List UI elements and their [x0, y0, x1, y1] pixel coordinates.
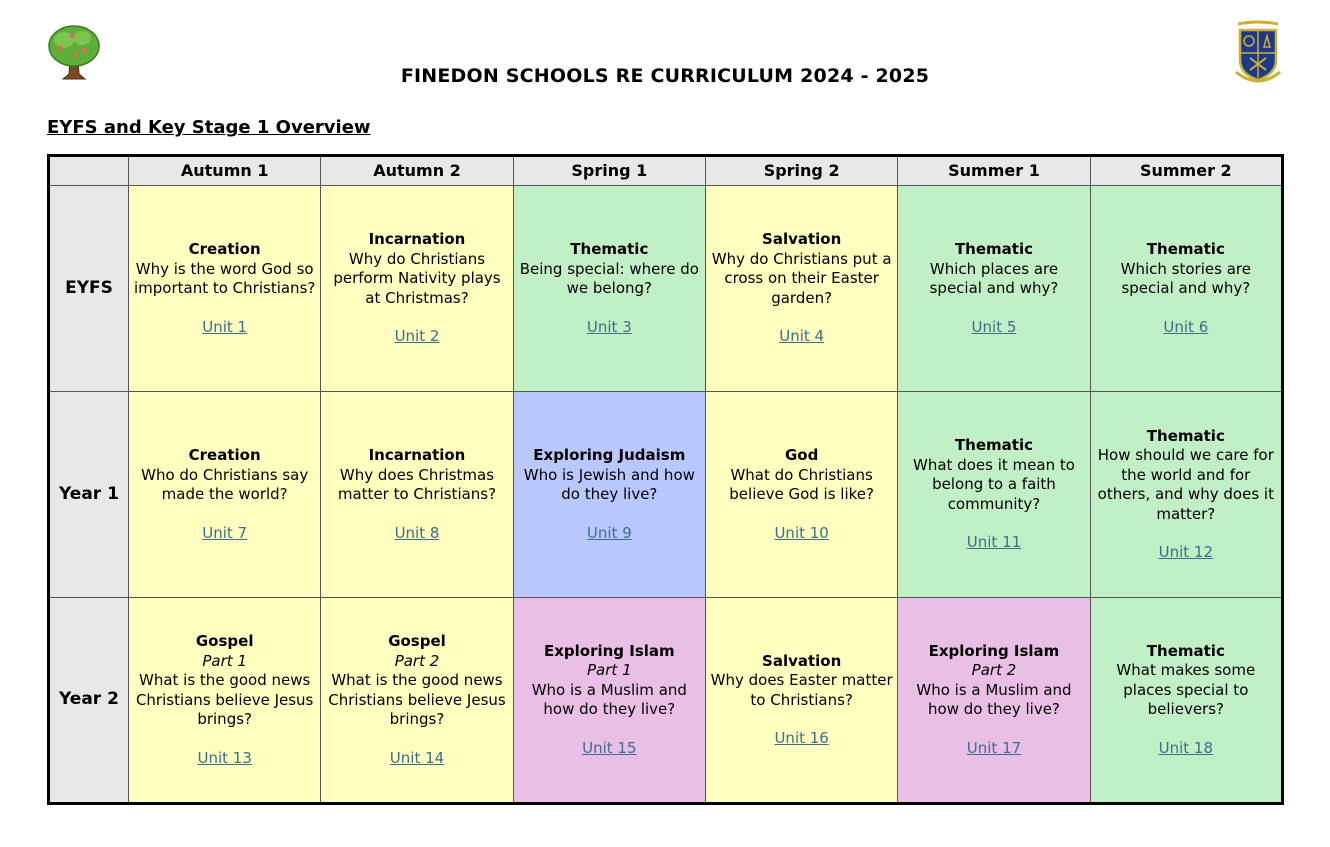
unit-theme-title: Creation: [188, 446, 261, 464]
row-header: EYFS: [49, 186, 129, 392]
unit-cell: [898, 392, 1090, 598]
unit-theme-title: Thematic: [1146, 641, 1225, 660]
unit-key-question: How should we care for the world and for others, and why does it matter?: [1097, 446, 1274, 523]
unit-theme-title: Exploring Islam: [543, 641, 675, 660]
unit-link[interactable]: Unit 12: [1158, 543, 1214, 561]
unit-cell: [321, 186, 513, 392]
unit-theme-title: Salvation: [762, 651, 842, 670]
unit-link[interactable]: Unit 9: [586, 523, 632, 542]
unit-key-question: Who do Christians say made the world?: [141, 465, 309, 503]
unit-link[interactable]: Unit 13: [197, 748, 252, 767]
unit-link[interactable]: Unit 7: [202, 523, 248, 542]
unit-theme-title: Thematic: [1146, 240, 1225, 258]
section-heading: EYFS and Key Stage 1 Overview: [47, 117, 371, 138]
unit-theme-title: Exploring Islam: [928, 641, 1060, 660]
column-header-autumn-1: Autumn 1: [129, 156, 321, 186]
unit-cell: [321, 598, 513, 804]
unit-theme-title: Gospel: [388, 632, 446, 650]
unit-key-question: Why do Christians put a cross on their Easter garden?: [711, 249, 892, 307]
unit-link[interactable]: Unit 2: [394, 327, 440, 346]
unit-cell: [705, 598, 897, 804]
table-row: [49, 598, 1283, 804]
unit-cell: [513, 186, 705, 392]
unit-part-label: Part 1: [202, 651, 247, 670]
unit-link[interactable]: Unit 3: [586, 317, 632, 336]
unit-link[interactable]: Unit 18: [1158, 738, 1214, 757]
column-header-summer-1: Summer 1: [898, 156, 1090, 186]
unit-link[interactable]: Unit 8: [394, 523, 440, 542]
unit-link[interactable]: Unit 6: [1163, 317, 1209, 336]
unit-link[interactable]: Unit 1: [202, 317, 248, 336]
unit-part-label: Part 2: [971, 661, 1017, 680]
unit-key-question: Why does Christmas matter to Christians?: [337, 465, 497, 503]
unit-key-question: Why do Christians perform Nativity plays at Christmas?: [333, 249, 501, 307]
unit-key-question: Who is a Muslim and how do they live?: [531, 680, 687, 719]
unit-cell: [1090, 392, 1282, 598]
unit-cell: [1090, 186, 1282, 392]
row-header: Year 2: [49, 598, 129, 804]
unit-key-question: Why is the word God so important to Christians?: [133, 259, 316, 297]
unit-key-question: Being special: where do we belong?: [519, 259, 699, 297]
unit-key-question: What do Christians believe God is like?: [729, 465, 874, 503]
unit-link[interactable]: Unit 11: [966, 533, 1022, 552]
table-row: [49, 392, 1283, 598]
unit-key-question: Why does Easter matter to Christians?: [710, 671, 893, 709]
table-row: [49, 186, 1283, 392]
unit-theme-title: Thematic: [954, 240, 1033, 258]
unit-key-question: What does it mean to belong to a faith community?: [913, 455, 1075, 513]
unit-key-question: Which places are special and why?: [929, 259, 1059, 297]
header-row: [49, 156, 1283, 186]
unit-key-question: What is the good news Christians believe Jesus brings?: [135, 671, 314, 728]
unit-link[interactable]: Unit 5: [971, 317, 1017, 336]
unit-link[interactable]: Unit 14: [389, 748, 445, 767]
unit-cell: [898, 186, 1090, 392]
curriculum-table: [47, 154, 1284, 805]
unit-theme-title: Incarnation: [368, 230, 466, 249]
unit-cell: [321, 392, 513, 598]
unit-cell: [513, 598, 705, 804]
column-header-spring-2: Spring 2: [705, 156, 897, 186]
unit-link[interactable]: Unit 4: [779, 327, 825, 346]
unit-key-question: Which stories are special and why?: [1120, 259, 1251, 297]
unit-theme-title: God: [784, 446, 819, 464]
unit-theme-title: Exploring Judaism: [533, 446, 686, 464]
unit-link[interactable]: Unit 10: [774, 523, 829, 542]
column-header-spring-1: Spring 1: [513, 156, 705, 186]
unit-part-label: Part 1: [587, 661, 632, 680]
unit-cell: [129, 392, 321, 598]
unit-theme-title: Salvation: [762, 230, 842, 249]
row-header: Year 1: [49, 392, 129, 598]
unit-link[interactable]: Unit 16: [774, 729, 829, 747]
unit-key-question: What is the good news Christians believe Jesus brings?: [328, 671, 506, 728]
unit-theme-title: Creation: [188, 240, 261, 258]
unit-theme-title: Thematic: [954, 436, 1033, 455]
unit-cell: [129, 186, 321, 392]
unit-part-label: Part 2: [394, 651, 440, 670]
unit-cell: [129, 598, 321, 804]
unit-cell: [705, 186, 897, 392]
unit-cell: [705, 392, 897, 598]
unit-theme-title: Gospel: [195, 632, 254, 650]
unit-cell: [513, 392, 705, 598]
corner-cell: [49, 156, 129, 186]
unit-key-question: Who is Jewish and how do they live?: [523, 465, 695, 503]
unit-link[interactable]: Unit 17: [966, 738, 1022, 757]
column-header-autumn-2: Autumn 2: [321, 156, 513, 186]
unit-key-question: Who is a Muslim and how do they live?: [916, 680, 1072, 719]
unit-cell: [1090, 598, 1282, 804]
unit-key-question: What makes some places special to believers?: [1116, 661, 1256, 719]
document-title: FINEDON SCHOOLS RE CURRICULUM 2024 - 2025: [400, 65, 930, 87]
unit-theme-title: Incarnation: [368, 446, 466, 464]
unit-theme-title: Thematic: [1146, 426, 1225, 445]
unit-link[interactable]: Unit 15: [582, 738, 637, 757]
unit-cell: [898, 598, 1090, 804]
column-header-summer-2: Summer 2: [1090, 156, 1282, 186]
unit-theme-title: Thematic: [570, 240, 649, 258]
